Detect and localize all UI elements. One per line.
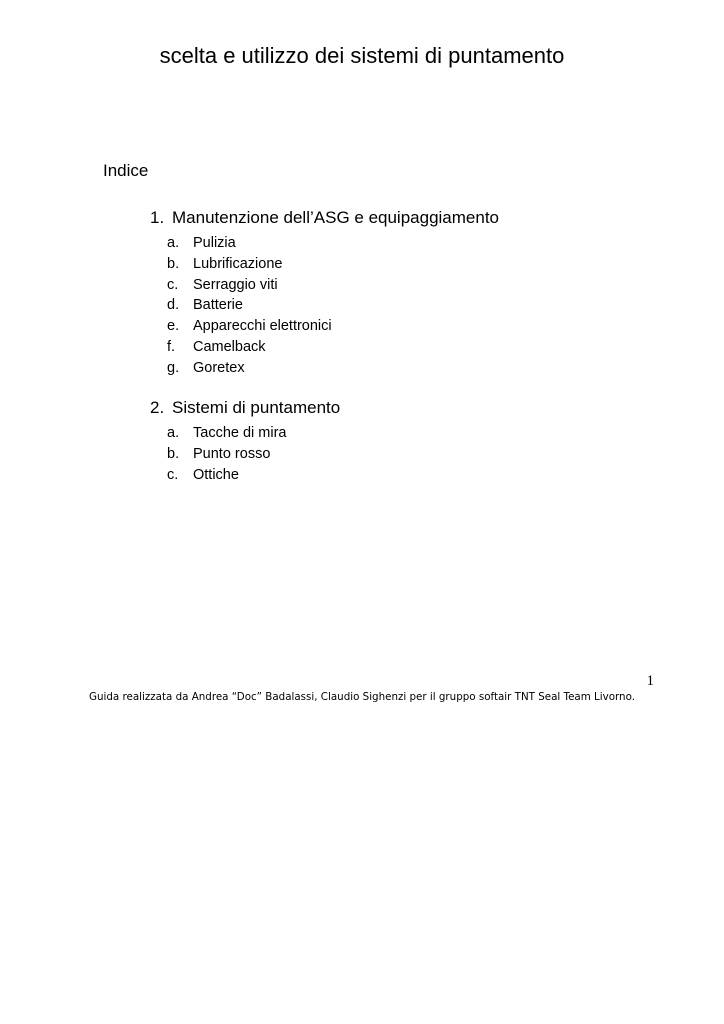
toc-subsection-letter: c. (167, 276, 179, 293)
toc-subsection-label: Pulizia (193, 235, 236, 251)
document-title: scelta e utilizzo dei sistemi di puntamento (159, 43, 565, 68)
toc-subsection-letter: a. (167, 425, 180, 441)
toc-subsection-label: Tacche di mira (193, 425, 287, 441)
toc-subsection-item (167, 233, 499, 254)
index-heading: Indice (103, 161, 149, 180)
toc-subsection-label: Punto rosso (193, 445, 271, 462)
toc-subsection-item (167, 444, 340, 465)
toc-section-maintenance (150, 206, 499, 379)
toc-subsection-letter: b. (167, 445, 180, 462)
toc-section-heading (150, 396, 340, 420)
toc-section-number: 2. (150, 398, 165, 417)
page-number: 1 (646, 673, 654, 689)
toc-subsection-letter: d. (167, 297, 180, 314)
toc-subsection-label: Ottiche (193, 466, 239, 483)
toc-section-number: 1. (150, 208, 165, 227)
toc-subsection-letter: e. (167, 318, 180, 335)
toc-subsection-list (167, 423, 340, 485)
toc-subsection-letter: c. (167, 466, 179, 483)
toc-subsection-list (167, 233, 499, 379)
toc-subsection-item (167, 337, 499, 358)
toc-subsection-label: Serraggio viti (193, 276, 278, 293)
toc-subsection-item (167, 423, 340, 444)
toc-subsection-item (167, 275, 499, 296)
toc-subsection-label: Apparecchi elettronici (193, 318, 332, 335)
toc-subsection-label: Lubrificazione (193, 255, 283, 272)
toc-section-heading (150, 206, 499, 230)
toc-subsection-label: Batterie (193, 297, 243, 314)
toc-subsection-item (167, 316, 499, 337)
toc-section-aiming-systems (150, 396, 340, 485)
toc-subsection-letter: f. (167, 338, 176, 355)
toc-subsection-item (167, 465, 340, 486)
toc-section-title: Sistemi di puntamento (172, 398, 341, 417)
toc-subsection-label: Camelback (193, 338, 266, 355)
toc-section-title: Manutenzione dell’ASG e equipaggiamento (172, 208, 500, 227)
toc-subsection-letter: a. (167, 235, 180, 251)
toc-subsection-letter: g. (167, 359, 180, 376)
toc-subsection-letter: b. (167, 255, 180, 272)
toc-subsection-label: Goretex (193, 359, 245, 376)
footer-credit: Guida realizzata da Andrea “Doc” Badalassi, Claudio Sighenzi per il gruppo softair TNT Seal Team Livorno. (89, 691, 635, 703)
toc-subsection-item (167, 358, 499, 379)
toc-subsection-item (167, 254, 499, 275)
toc-subsection-item (167, 295, 499, 316)
